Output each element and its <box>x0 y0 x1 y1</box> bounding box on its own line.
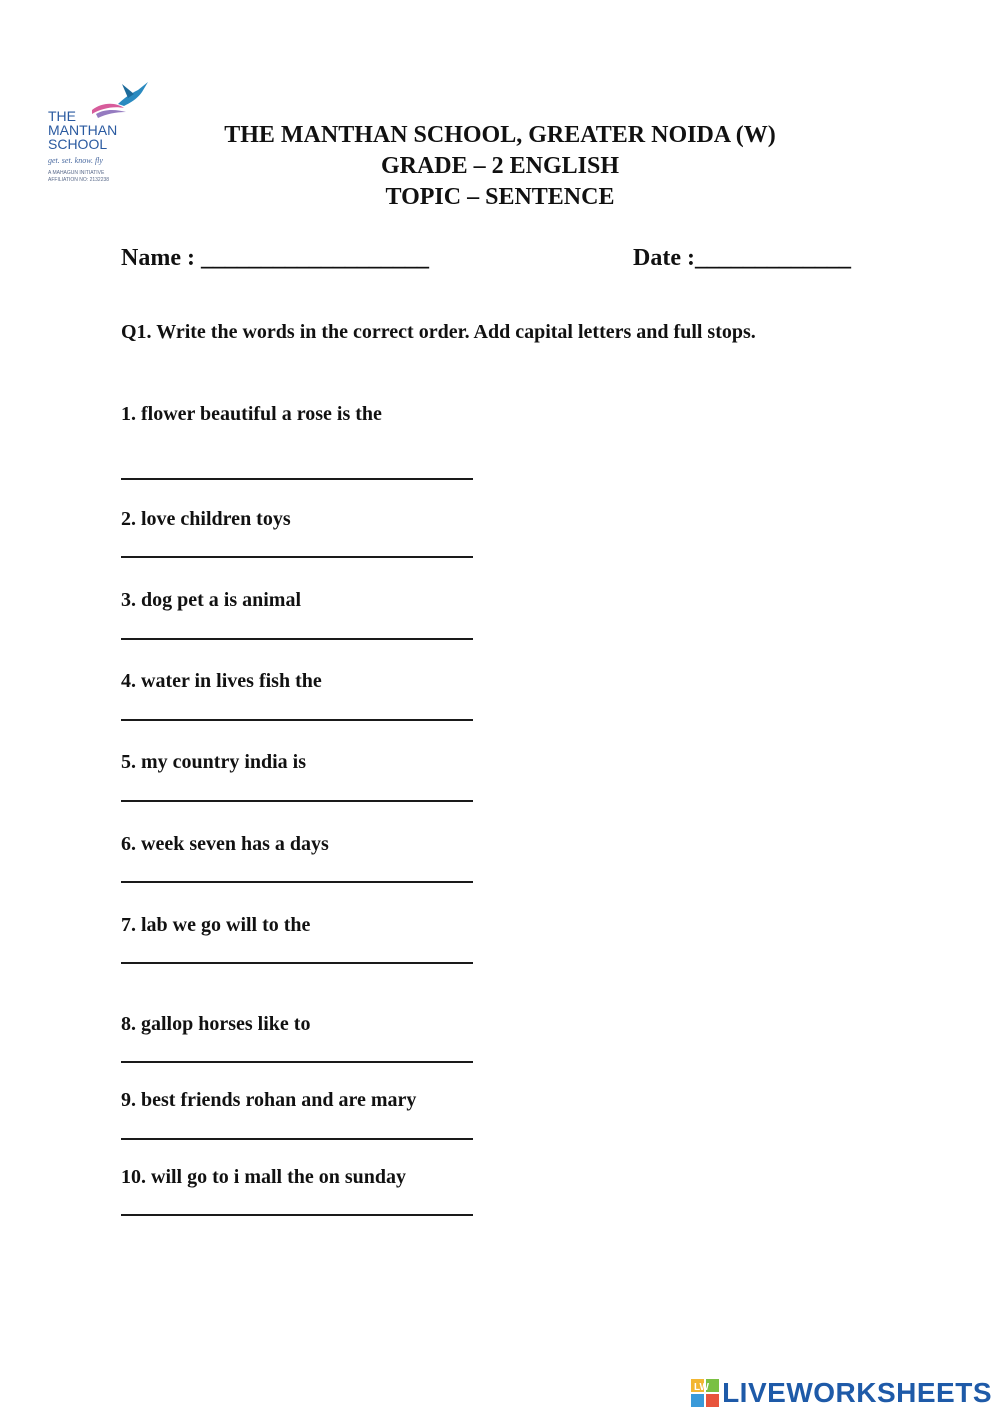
topic-title: TOPIC – SENTENCE <box>385 184 615 210</box>
question-3: 3. dog pet a is animal <box>121 589 302 611</box>
liveworksheets-brand[interactable] <box>690 1376 992 1410</box>
grade-title: GRADE – 2 ENGLISH <box>380 153 620 179</box>
answer-line-7[interactable] <box>121 962 473 964</box>
logo-line-2: MANTHAN <box>48 122 118 138</box>
question-8: 8. gallop horses like to <box>121 1013 311 1035</box>
answer-line-1[interactable] <box>121 478 473 480</box>
answer-line-5[interactable] <box>121 800 473 802</box>
answer-line-4[interactable] <box>121 719 473 721</box>
question-10: 10. will go to i mall the on sunday <box>121 1166 407 1188</box>
answer-line-2[interactable] <box>121 556 473 558</box>
date-field[interactable]: Date :_____________ <box>633 245 851 271</box>
answer-line-10[interactable] <box>121 1214 473 1216</box>
question-1: 1. flower beautiful a rose is the <box>121 403 382 425</box>
brand-name: LIVEWORKSHEETS <box>722 1377 992 1408</box>
answer-line-3[interactable] <box>121 638 473 640</box>
logo-line-3: SCHOOL <box>48 136 108 152</box>
answer-line-6[interactable] <box>121 881 473 883</box>
liveworksheets-logo-icon <box>690 1378 720 1408</box>
school-title: THE MANTHAN SCHOOL, GREATER NOIDA (W) <box>224 122 776 148</box>
question-7: 7. lab we go will to the <box>121 914 311 936</box>
question-6: 6. week seven has a days <box>121 833 329 855</box>
logo-line-1: THE <box>48 108 76 124</box>
question-4: 4. water in lives fish the <box>121 670 322 692</box>
name-field[interactable]: Name : ___________________ <box>121 245 429 271</box>
question-5: 5. my country india is <box>121 751 307 773</box>
question-2: 2. love children toys <box>121 508 291 530</box>
logo-initiative: A MAHAGUN INITIATIVE <box>48 170 105 176</box>
question-instruction: Q1. Write the words in the correct order. Add capital letters and full stops. <box>121 321 756 343</box>
logo-tagline: get. set. know. fly <box>48 156 103 165</box>
bird-icon <box>88 80 152 120</box>
answer-line-8[interactable] <box>121 1061 473 1063</box>
logo-affiliation: AFFILIATION NO: 2132238 <box>48 177 110 183</box>
brand-icon-letters: LW <box>694 1382 710 1393</box>
answer-line-9[interactable] <box>121 1138 473 1140</box>
question-9: 9. best friends rohan and are mary <box>121 1089 417 1111</box>
